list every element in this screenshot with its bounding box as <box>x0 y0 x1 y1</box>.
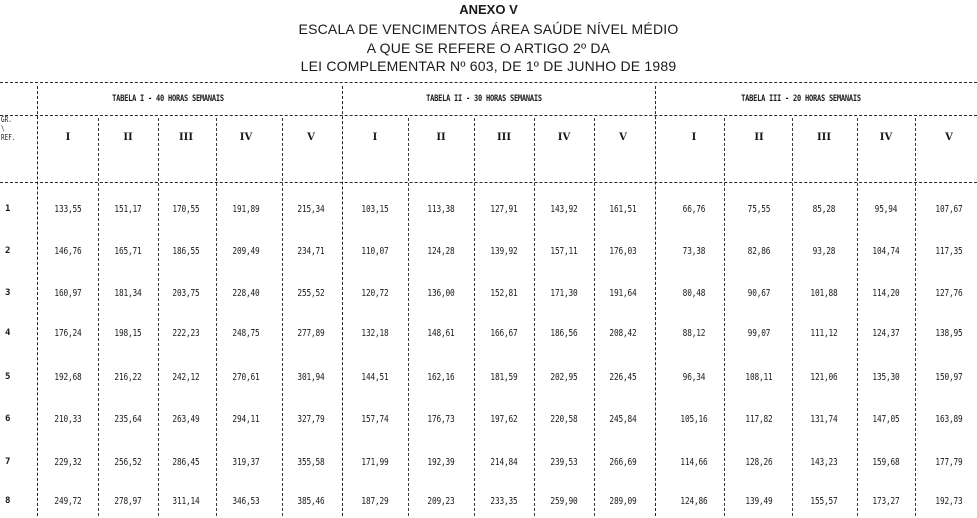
table-cell: 161,51 <box>609 204 637 215</box>
table-cell: 192,39 <box>427 457 455 468</box>
column-divider <box>594 118 595 516</box>
column-header-rule <box>0 182 977 183</box>
table-cell: 75,55 <box>747 204 771 215</box>
table-cell: 203,75 <box>172 288 200 299</box>
table-cell: 266,69 <box>609 457 637 468</box>
table-cell: 239,53 <box>550 457 578 468</box>
table-cell: 133,55 <box>54 204 82 215</box>
table-cell: 233,35 <box>490 496 518 507</box>
table-cell: 163,89 <box>935 414 963 425</box>
table-cell: 235,64 <box>114 414 142 425</box>
table-cell: 96,34 <box>682 372 706 383</box>
table-cell: 124,37 <box>872 328 900 339</box>
table-cell: 355,58 <box>297 457 325 468</box>
column-divider <box>37 86 38 516</box>
column-divider <box>342 86 343 516</box>
article-reference: A QUE SE REFERE O ARTIGO 2º DA <box>366 40 611 56</box>
table-cell: 214,84 <box>490 457 518 468</box>
column-divider <box>98 118 99 516</box>
table-cell: 135,30 <box>872 372 900 383</box>
table-cell: 80,48 <box>682 288 706 299</box>
table-cell: 327,79 <box>297 414 325 425</box>
table-cell: 110,07 <box>361 246 389 257</box>
table-cell: 139,49 <box>745 496 773 507</box>
column-header: V <box>307 132 315 143</box>
column-header: IV <box>879 132 893 143</box>
table-cell: 215,34 <box>297 204 325 215</box>
table-cell: 144,51 <box>361 372 389 383</box>
table-cell: 146,76 <box>54 246 82 257</box>
table-cell: 385,46 <box>297 496 325 507</box>
table-cell: 294,11 <box>232 414 260 425</box>
table-cell: 132,18 <box>361 328 389 339</box>
table-cell: 147,05 <box>872 414 900 425</box>
table-cell: 105,16 <box>680 414 708 425</box>
column-header: II <box>436 132 446 143</box>
scale-title: ESCALA DE VENCIMENTOS ÁREA SAÚDE NÍVEL MÉDIO <box>298 21 679 37</box>
table-cell: 278,97 <box>114 496 142 507</box>
table-cell: 286,45 <box>172 457 200 468</box>
table-cell: 277,89 <box>297 328 325 339</box>
column-divider <box>724 118 725 516</box>
table-cell: 148,61 <box>427 328 455 339</box>
row-reference: 1 <box>5 204 11 214</box>
row-reference: 5 <box>5 372 11 382</box>
table-cell: 228,40 <box>232 288 260 299</box>
table-cell: 82,86 <box>747 246 771 257</box>
table-cell: 90,67 <box>747 288 771 299</box>
table-cell: 192,73 <box>935 496 963 507</box>
table-cell: 150,97 <box>935 372 963 383</box>
column-header: V <box>945 132 953 143</box>
table-cell: 103,15 <box>361 204 389 215</box>
column-header: II <box>754 132 764 143</box>
stub-header-line: \ <box>1 124 5 133</box>
table-cell: 143,92 <box>550 204 578 215</box>
table-cell: 95,94 <box>874 204 898 215</box>
table-cell: 73,38 <box>682 246 706 257</box>
table-cell: 157,74 <box>361 414 389 425</box>
table-cell: 255,52 <box>297 288 325 299</box>
table-cell: 171,99 <box>361 457 389 468</box>
table-cell: 170,55 <box>172 204 200 215</box>
row-reference: 8 <box>5 496 11 506</box>
table-cell: 270,61 <box>232 372 260 383</box>
row-reference: 7 <box>5 457 11 467</box>
column-header: II <box>123 132 133 143</box>
table-cell: 229,32 <box>54 457 82 468</box>
table-cell: 66,76 <box>682 204 706 215</box>
table-cell: 249,72 <box>54 496 82 507</box>
table-cell: 186,56 <box>550 328 578 339</box>
table-cell: 256,52 <box>114 457 142 468</box>
table-group-title: TABELA II - 30 HORAS SEMANAIS <box>426 94 542 104</box>
column-divider <box>792 118 793 516</box>
table-cell: 220,58 <box>550 414 578 425</box>
table-cell: 117,82 <box>745 414 773 425</box>
row-reference: 2 <box>5 246 11 256</box>
table-cell: 209,23 <box>427 496 455 507</box>
table-cell: 127,76 <box>935 288 963 299</box>
column-header: V <box>619 132 627 143</box>
table-cell: 111,12 <box>810 328 838 339</box>
table-group-title: TABELA III - 20 HORAS SEMANAIS <box>741 94 861 104</box>
table-cell: 208,42 <box>609 328 637 339</box>
table-cell: 226,45 <box>609 372 637 383</box>
table-cell: 114,20 <box>872 288 900 299</box>
table-cell: 117,35 <box>935 246 963 257</box>
table-cell: 319,37 <box>232 457 260 468</box>
law-reference: LEI COMPLEMENTAR Nº 603, DE 1º DE JUNHO DE 1989 <box>300 58 677 74</box>
table-cell: 85,28 <box>812 204 836 215</box>
column-divider <box>655 86 656 516</box>
table-cell: 139,92 <box>490 246 518 257</box>
table-cell: 166,67 <box>490 328 518 339</box>
table-cell: 107,67 <box>935 204 963 215</box>
table-cell: 191,64 <box>609 288 637 299</box>
table-cell: 181,34 <box>114 288 142 299</box>
column-header: III <box>816 132 832 143</box>
table-cell: 197,62 <box>490 414 518 425</box>
table-cell: 124,86 <box>680 496 708 507</box>
table-cell: 263,49 <box>172 414 200 425</box>
table-cell: 155,57 <box>810 496 838 507</box>
column-divider <box>534 118 535 516</box>
table-cell: 181,59 <box>490 372 518 383</box>
annex-title: ANEXO V <box>459 2 518 17</box>
group-header-rule <box>0 115 977 116</box>
table-group-title: TABELA I - 40 HORAS SEMANAIS <box>112 94 224 104</box>
table-cell: 186,55 <box>172 246 200 257</box>
column-header: I <box>65 132 71 143</box>
table-cell: 202,95 <box>550 372 578 383</box>
table-cell: 191,89 <box>232 204 260 215</box>
table-cell: 301,94 <box>297 372 325 383</box>
column-header: IV <box>557 132 571 143</box>
column-divider <box>474 118 475 516</box>
table-cell: 173,27 <box>872 496 900 507</box>
column-header: III <box>496 132 512 143</box>
table-cell: 198,15 <box>114 328 142 339</box>
stub-header-line: GR. <box>1 115 12 124</box>
column-divider <box>915 118 916 516</box>
table-cell: 192,68 <box>54 372 82 383</box>
table-cell: 157,11 <box>550 246 578 257</box>
column-divider <box>408 118 409 516</box>
table-cell: 121,06 <box>810 372 838 383</box>
column-divider <box>158 118 159 516</box>
column-header: IV <box>239 132 253 143</box>
table-cell: 242,12 <box>172 372 200 383</box>
table-cell: 176,73 <box>427 414 455 425</box>
header-top-rule <box>0 82 977 83</box>
table-cell: 99,07 <box>747 328 771 339</box>
table-cell: 248,75 <box>232 328 260 339</box>
table-cell: 289,09 <box>609 496 637 507</box>
table-cell: 88,12 <box>682 328 706 339</box>
table-cell: 176,03 <box>609 246 637 257</box>
row-reference: 4 <box>5 328 11 338</box>
table-cell: 234,71 <box>297 246 325 257</box>
table-cell: 245,84 <box>609 414 637 425</box>
table-cell: 138,95 <box>935 328 963 339</box>
table-cell: 101,88 <box>810 288 838 299</box>
table-cell: 131,74 <box>810 414 838 425</box>
table-cell: 120,72 <box>361 288 389 299</box>
stub-header <box>1 115 15 142</box>
table-cell: 152,81 <box>490 288 518 299</box>
table-cell: 108,11 <box>745 372 773 383</box>
column-header: I <box>691 132 697 143</box>
column-divider <box>857 118 858 516</box>
table-cell: 171,30 <box>550 288 578 299</box>
stub-header-line: REF. <box>1 133 16 142</box>
column-header: III <box>178 132 194 143</box>
row-reference: 3 <box>5 288 11 298</box>
table-cell: 259,90 <box>550 496 578 507</box>
table-cell: 216,22 <box>114 372 142 383</box>
table-cell: 136,00 <box>427 288 455 299</box>
table-cell: 176,24 <box>54 328 82 339</box>
table-cell: 113,38 <box>427 204 455 215</box>
table-cell: 160,97 <box>54 288 82 299</box>
table-cell: 311,14 <box>172 496 200 507</box>
table-cell: 222,23 <box>172 328 200 339</box>
table-cell: 124,28 <box>427 246 455 257</box>
column-divider <box>216 118 217 516</box>
table-cell: 143,23 <box>810 457 838 468</box>
table-cell: 114,66 <box>680 457 708 468</box>
table-cell: 165,71 <box>114 246 142 257</box>
table-cell: 127,91 <box>490 204 518 215</box>
table-cell: 210,33 <box>54 414 82 425</box>
table-cell: 151,17 <box>114 204 142 215</box>
table-cell: 209,49 <box>232 246 260 257</box>
row-reference: 6 <box>5 414 11 424</box>
table-cell: 93,28 <box>812 246 836 257</box>
table-cell: 128,26 <box>745 457 773 468</box>
table-cell: 104,74 <box>872 246 900 257</box>
column-divider <box>282 118 283 516</box>
table-cell: 346,53 <box>232 496 260 507</box>
column-header: I <box>372 132 378 143</box>
table-cell: 162,16 <box>427 372 455 383</box>
table-cell: 177,79 <box>935 457 963 468</box>
table-cell: 159,68 <box>872 457 900 468</box>
table-cell: 187,29 <box>361 496 389 507</box>
